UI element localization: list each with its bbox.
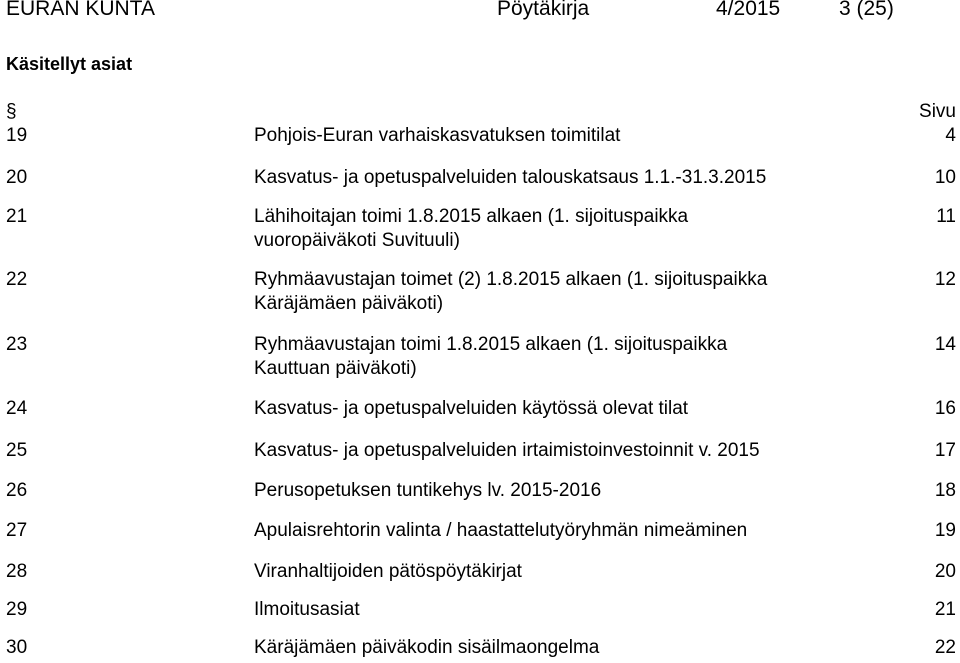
item-page: 4 bbox=[945, 125, 956, 146]
item-page: 22 bbox=[934, 637, 956, 658]
item-page: 19 bbox=[934, 520, 956, 541]
item-number: 22 bbox=[6, 269, 28, 290]
item-title: Perusopetuksen tuntikehys lv. 2015-2016 bbox=[254, 480, 602, 501]
section-symbol: § bbox=[6, 101, 17, 122]
item-title: Viranhaltijoiden pätöspöytäkirjat bbox=[254, 561, 522, 582]
item-page: 17 bbox=[934, 440, 956, 461]
item-number: 26 bbox=[6, 480, 28, 501]
item-number: 28 bbox=[6, 561, 28, 582]
header-doc-type: Pöytäkirja bbox=[497, 0, 590, 20]
header-page: 3 (25) bbox=[839, 0, 894, 20]
item-title: Kasvatus- ja opetuspalveluiden irtaimistoinvestoinnit v. 2015 bbox=[254, 440, 760, 461]
item-number: 30 bbox=[6, 637, 28, 658]
item-page: 16 bbox=[934, 398, 956, 419]
item-title bbox=[254, 268, 854, 316]
header-doc-number: 4/2015 bbox=[716, 0, 781, 20]
item-title bbox=[254, 205, 854, 253]
item-title: Käräjämäen päiväkodin sisäilmaongelma bbox=[254, 637, 600, 658]
item-page: 14 bbox=[934, 334, 956, 355]
item-title: Pohjois-Euran varhaiskasvatuksen toimitilat bbox=[254, 125, 621, 146]
item-title-line1: Ryhmäavustajan toimet (2) 1.8.2015 alkaen (1. sijoituspaikka bbox=[254, 269, 768, 290]
section-title: Käsitellyt asiat bbox=[6, 54, 133, 74]
header-municipality: EURAN KUNTA bbox=[6, 0, 155, 20]
page-column-label: Sivu bbox=[919, 101, 956, 122]
item-title bbox=[254, 333, 854, 381]
item-title-line2: Käräjämäen päiväkoti) bbox=[254, 293, 444, 314]
item-number: 27 bbox=[6, 520, 28, 541]
item-page: 20 bbox=[934, 561, 956, 582]
item-number: 21 bbox=[6, 206, 28, 227]
item-page: 11 bbox=[936, 206, 956, 227]
item-number: 19 bbox=[6, 125, 28, 146]
item-number: 23 bbox=[6, 334, 28, 355]
item-number: 20 bbox=[6, 167, 28, 188]
item-number: 24 bbox=[6, 398, 28, 419]
item-page: 10 bbox=[934, 167, 956, 188]
item-page: 21 bbox=[934, 599, 956, 620]
item-page: 18 bbox=[934, 480, 956, 501]
item-number: 29 bbox=[6, 599, 28, 620]
item-title: Kasvatus- ja opetuspalveluiden talouskatsaus 1.1.-31.3.2015 bbox=[254, 167, 767, 188]
item-title-line2: Kauttuan päiväkoti) bbox=[254, 358, 417, 379]
item-title: Apulaisrehtorin valinta / haastattelutyöryhmän nimeäminen bbox=[254, 520, 748, 541]
item-title: Kasvatus- ja opetuspalveluiden käytössä olevat tilat bbox=[254, 398, 689, 419]
item-number: 25 bbox=[6, 440, 28, 461]
item-title: Ilmoitusasiat bbox=[254, 599, 360, 620]
item-title-line1: Ryhmäavustajan toimi 1.8.2015 alkaen (1. sijoituspaikka bbox=[254, 334, 728, 355]
item-title-line1: Lähihoitajan toimi 1.8.2015 alkaen (1. sijoituspaikka bbox=[254, 206, 689, 227]
item-page: 12 bbox=[934, 269, 956, 290]
item-title-line2: vuoropäiväkoti Suvituuli) bbox=[254, 230, 460, 251]
